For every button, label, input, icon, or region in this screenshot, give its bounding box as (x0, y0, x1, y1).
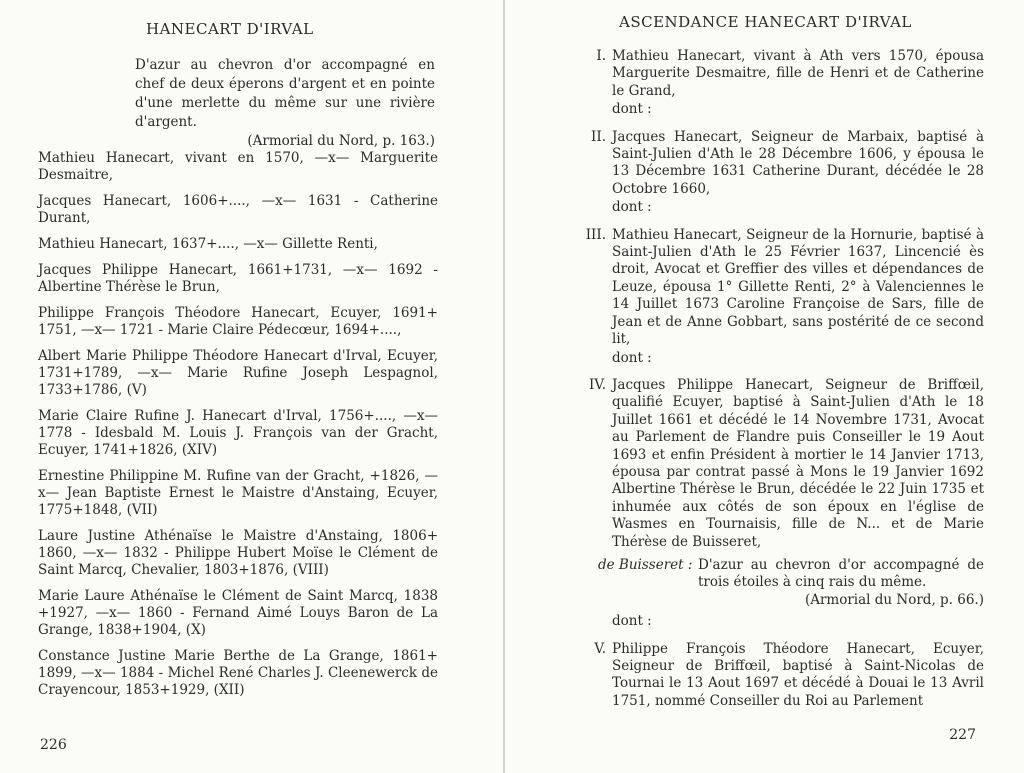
generation-number: IV. (588, 376, 606, 393)
generation-dont: dont : (612, 349, 652, 366)
generation-text: Jacques Philippe Hanecart, Seigneur de Briffœil, qualifié Ecuyer, baptisé à Saint-Julien d'Ath le 18 Juillet 1661 et décédé le 14 Novembre 1731, Avocat au Parlement de Flandre puis Conseiller le 19 Aout 1693 et enfin Président à mortier le 14 Janvier 1713, épousa par contrat passé à Mons le 19 Janvier 1692 Albertine Thérèse le Brun, décédée le 22 Juin 1735 et inhumée aux côtés de son époux en l'église de Wasmes en Tournaisis, fille de N... et de Marie Thérèse de Buisseret, (612, 376, 984, 550)
generation-text: Philippe François Théodore Hanecart, Ecuyer, Seigneur de Briffœil, baptisé à Saint-Nicolas de Tournai le 13 Aout 1697 et décédé à Douai le 13 Avril 1751, nommé Conseiller du Roi au Parlement (612, 640, 984, 709)
generation-entry (576, 129, 984, 217)
lineage-list (38, 150, 438, 708)
generation-text: Mathieu Hanecart, Seigneur de la Hornurie, baptisé à Saint-Julien d'Ath le 25 Février 1637, Lincencié ès droit, Avocat et Greffier des villes et dépendances de Leuze, épousa 1° Gillette Renti, 2° à Valenciennes le 14 Juillet 1673 Caroline Françoise de Sars, fille de Jean et de Anne Gobbart, sans postérité de ce second lit, (612, 226, 984, 348)
buisseret-arms (598, 557, 984, 609)
generation-number: V. (594, 640, 606, 657)
arms-text: D'azur au chevron d'or accompagné en chef de deux éperons d'argent et en pointe d'une merlette du même sur une rivière d'argent. (135, 57, 435, 130)
page-title: ASCENDANCE HANECART D'IRVAL (619, 13, 912, 31)
lineage-entry: Albert Marie Philippe Théodore Hanecart d'Irval, Ecuyer, 1731+1789, —x— Marie Rufine Joseph Lespagnol, 1733+1786, (V) (38, 348, 438, 398)
generation-entry (576, 377, 984, 631)
generation-number: III. (585, 226, 606, 243)
generation-entry (576, 227, 984, 367)
generation-dont: dont : (612, 199, 652, 216)
left-page (0, 0, 504, 773)
arms-source: (Armorial du Nord, p. 163.) (247, 133, 435, 149)
generation-number: I. (596, 48, 606, 64)
right-page (506, 0, 1024, 773)
lineage-entry: Marie Laure Athénaïse le Clément de Saint Marcq, 1838 +1927, —x— 1860 - Fernand Aimé Louys Baron de La Grange, 1838+1904, (X) (38, 588, 438, 638)
lineage-entry: Jacques Philippe Hanecart, 1661+1731, —x— 1692 - Albertine Thérèse le Brun, (38, 262, 438, 295)
lineage-entry: Constance Justine Marie Berthe de La Grange, 1861+ 1899, —x— 1884 - Michel René Charles J. Cleenewerck de Crayencour, 1853+1929, (XII) (38, 648, 438, 698)
buisseret-label: de Buisseret : (598, 556, 693, 573)
lineage-entry: Ernestine Philippine M. Rufine van der Gracht, +1826, —x— Jean Baptiste Ernest le Maistre d'Anstaing, Ecuyer, 1775+1848, (VII) (38, 468, 438, 518)
generation-entry (576, 48, 984, 119)
buisseret-text: D'azur au chevron d'or accompagné de trois étoiles à cinq rais du même. (698, 556, 984, 591)
generation-dont: dont : (612, 613, 652, 630)
generation-text: Jacques Hanecart, Seigneur de Marbaix, baptisé à Saint-Julien d'Ath le 28 Décembre 1606, y épousa le 13 Décembre 1631 Catherine Durant, décédée le 28 Octobre 1660, (612, 128, 984, 197)
generation-list (576, 48, 984, 720)
lineage-entry: Philippe François Théodore Hanecart, Ecuyer, 1691+ 1751, —x— 1721 - Marie Claire Pédecœur, 1694+...., (38, 305, 438, 338)
book-gutter (503, 0, 505, 773)
lineage-entry: Laure Justine Athénaïse le Maistre d'Anstaing, 1806+ 1860, —x— 1832 - Philippe Hubert Moïse le Clément de Saint Marcq, Chevalier, 1803+1876, (VIII) (38, 528, 438, 578)
lineage-entry: Jacques Hanecart, 1606+...., —x— 1631 - Catherine Durant, (38, 193, 438, 226)
page-title: HANECART D'IRVAL (146, 20, 314, 38)
coat-of-arms-description (135, 56, 435, 151)
page-number: 227 (949, 727, 976, 743)
generation-number: II. (591, 128, 606, 145)
generation-text: Mathieu Hanecart, vivant à Ath vers 1570, épousa Marguerite Desmaitre, fille de Henri et de Catherine le Grand, (612, 48, 984, 99)
buisseret-description (698, 557, 984, 609)
lineage-entry: Marie Claire Rufine J. Hanecart d'Irval, 1756+...., —x— 1778 - Idesbald M. Louis J. François van der Gracht, Ecuyer, 1741+1826, (XIV) (38, 408, 438, 458)
lineage-entry: Mathieu Hanecart, vivant en 1570, —x— Marguerite Desmaitre, (38, 150, 438, 183)
buisseret-source: (Armorial du Nord, p. 66.) (804, 591, 984, 608)
generation-dont: dont : (612, 101, 652, 118)
page-number: 226 (40, 737, 67, 753)
generation-entry (576, 641, 984, 711)
lineage-entry: Mathieu Hanecart, 1637+...., —x— Gillette Renti, (38, 236, 378, 252)
